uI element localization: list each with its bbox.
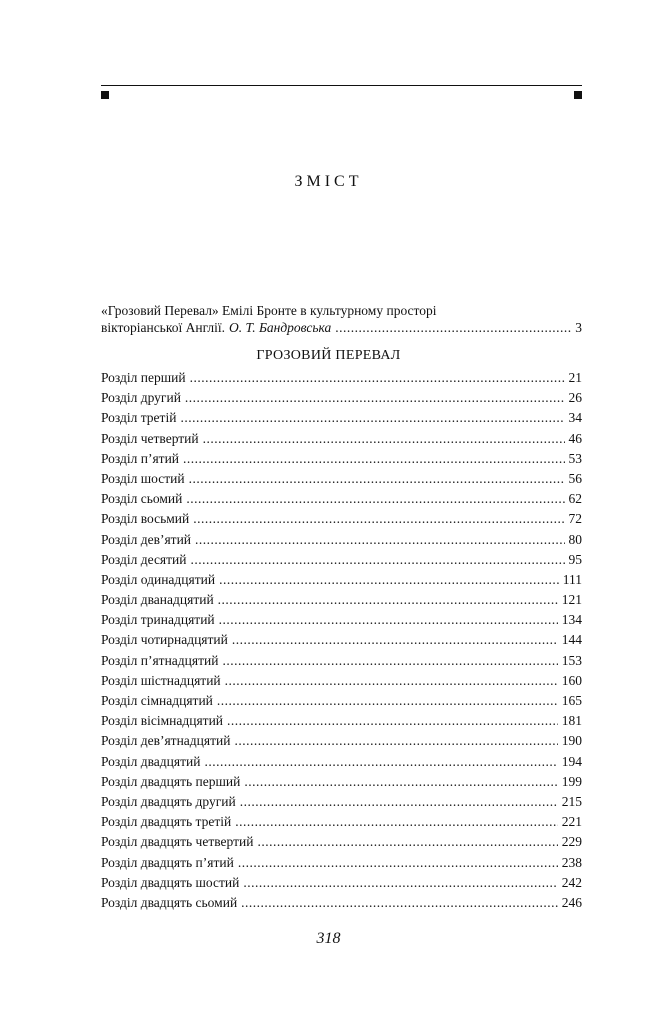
toc-entry-page: 242 [561,874,582,890]
dot-leader [240,794,558,810]
dot-leader [217,693,558,709]
toc-entry-label: Розділ двадцять четвертий [101,834,254,850]
toc-entry-label: Розділ двадцять шостий [101,874,240,890]
dot-leader [235,814,558,830]
toc-entry[interactable] [101,471,582,491]
toc-entry[interactable] [101,491,582,511]
toc-entry-page: 34 [568,410,582,426]
toc-entry-label: Розділ чотирнадцятий [101,632,228,648]
dot-leader [222,653,557,669]
toc-entry-page: 111 [562,571,582,587]
toc-entry-label: Розділ двадцять перший [101,773,241,789]
toc-entry[interactable] [101,653,582,673]
toc-entry-label: Розділ третій [101,410,177,426]
section-title: ГРОЗОВИЙ ПЕРЕВАЛ [256,348,401,363]
toc-entry-label: Розділ двадцять третій [101,814,232,830]
toc-entry[interactable] [101,390,582,410]
dot-leader [234,733,557,749]
toc-entry[interactable] [101,774,582,794]
toc-entry-label: Розділ тринадцятий [101,612,215,628]
page-number: 318 [316,930,341,947]
toc-entry-label: Розділ одинадцятий [101,571,216,587]
dot-leader [238,855,558,871]
toc-entry-label: Розділ шостий [101,470,185,486]
toc-entry-label: Розділ восьмий [101,511,190,527]
toc-entry-label: Розділ вісімнадцятий [101,713,224,729]
dot-leader [227,713,558,729]
toc-entry-label: Розділ дванадцятий [101,592,214,608]
toc-entry[interactable] [101,592,582,612]
dot-leader [204,754,557,770]
dot-leader [185,390,565,406]
toc-entry[interactable] [101,612,582,632]
toc-entry[interactable] [101,511,582,531]
toc-entry-label: Розділ шістнадцятий [101,672,221,688]
toc-entry-label: Розділ сімнадцятий [101,693,213,708]
dot-leader [244,774,557,790]
toc-entry[interactable] [101,733,582,753]
toc-entry[interactable] [101,552,582,572]
toc-entry-page: 144 [561,632,582,648]
toc-entry-page: 134 [561,612,582,628]
toc-entry-page: 121 [561,592,582,608]
toc-entry-label: Розділ другий [101,390,181,406]
toc-entry-page: 72 [568,511,582,527]
toc-entry[interactable] [101,693,582,713]
toc-list [101,370,582,915]
dot-leader [186,491,564,507]
toc-entry[interactable] [101,632,582,652]
dot-leader [243,875,557,891]
dot-leader [218,592,558,608]
toc-entry-page: 221 [561,814,582,830]
header-square-left-icon [101,91,109,99]
dot-leader [189,471,565,487]
dot-leader [225,673,558,689]
intro-entry-line1: «Грозовий Перевал» Емілі Бронте в культурному просторі [101,303,437,318]
toc-entry-page: 238 [561,854,582,870]
toc-entry[interactable] [101,814,582,834]
toc-entry[interactable] [101,431,582,451]
page-title: ЗМІСТ [294,173,363,190]
toc-entry-page: 153 [561,652,582,668]
dot-leader [232,632,558,648]
toc-entry-page: 215 [561,793,582,809]
toc-entry-label: Розділ дев’ятий [101,531,192,547]
dot-leader [203,431,565,447]
toc-entry[interactable] [101,794,582,814]
dot-leader [257,834,557,850]
toc-entry-label: Розділ четвертий [101,430,199,446]
toc-entry-label: Розділ п’ятий [101,450,180,466]
toc-entry-page: 56 [568,470,582,486]
toc-entry-label: Розділ двадцять п’ятий [101,854,234,870]
toc-entry[interactable] [101,451,582,471]
toc-entry[interactable] [101,754,582,774]
toc-entry[interactable] [101,410,582,430]
dot-leader [193,511,564,527]
toc-entry[interactable] [101,572,582,592]
toc-entry[interactable] [101,895,582,915]
header-rule [101,85,582,86]
intro-entry-page: 3 [575,320,582,335]
dot-leader [219,572,559,588]
toc-entry-label: Розділ двадцять сьомий [101,894,238,910]
toc-entry-page: 190 [561,733,582,749]
toc-entry-page: 62 [568,491,582,507]
dot-leader [219,612,558,628]
toc-entry-page: 165 [561,693,582,708]
toc-entry-page: 194 [561,753,582,769]
toc-entry-page: 246 [561,894,582,910]
toc-entry-page: 53 [568,450,582,466]
dot-leader [241,895,558,911]
toc-entry-label: Розділ дев’ятнадцятий [101,733,231,749]
dot-leader [335,319,571,336]
toc-entry-page: 95 [568,551,582,567]
toc-entry-page: 26 [568,390,582,406]
toc-entry-page: 21 [568,370,582,385]
toc-entry-label: Розділ двадцять другий [101,793,236,809]
dot-leader [190,370,565,386]
toc-entry-label: Розділ двадцятий [101,753,201,769]
toc-entry-label: Розділ десятий [101,551,187,567]
toc-entry-page: 160 [561,672,582,688]
intro-entry-line2: вікторіанської Англії. [101,320,226,335]
toc-entry[interactable] [101,855,582,875]
toc-entry-page: 46 [568,430,582,446]
dot-leader [191,552,565,568]
toc-entry-page: 181 [561,713,582,729]
header-square-right-icon [574,91,582,99]
intro-entry[interactable] [101,302,582,336]
toc-entry[interactable] [101,673,582,693]
toc-entry[interactable] [101,532,582,552]
toc-entry-page: 199 [561,773,582,789]
dot-leader [195,532,564,548]
toc-entry-label: Розділ п’ятнадцятий [101,652,219,668]
dot-leader [180,410,564,426]
toc-entry-label: Розділ сьомий [101,491,183,507]
dot-leader [183,451,564,467]
toc-entry-label: Розділ перший [101,370,186,385]
toc-entry-page: 80 [568,531,582,547]
toc-entry[interactable] [101,713,582,733]
intro-entry-author: О. Т. Бандровська [229,320,332,335]
toc-entry[interactable] [101,875,582,895]
toc-entry[interactable] [101,834,582,854]
toc-entry[interactable] [101,370,582,390]
toc-entry-page: 229 [561,834,582,850]
